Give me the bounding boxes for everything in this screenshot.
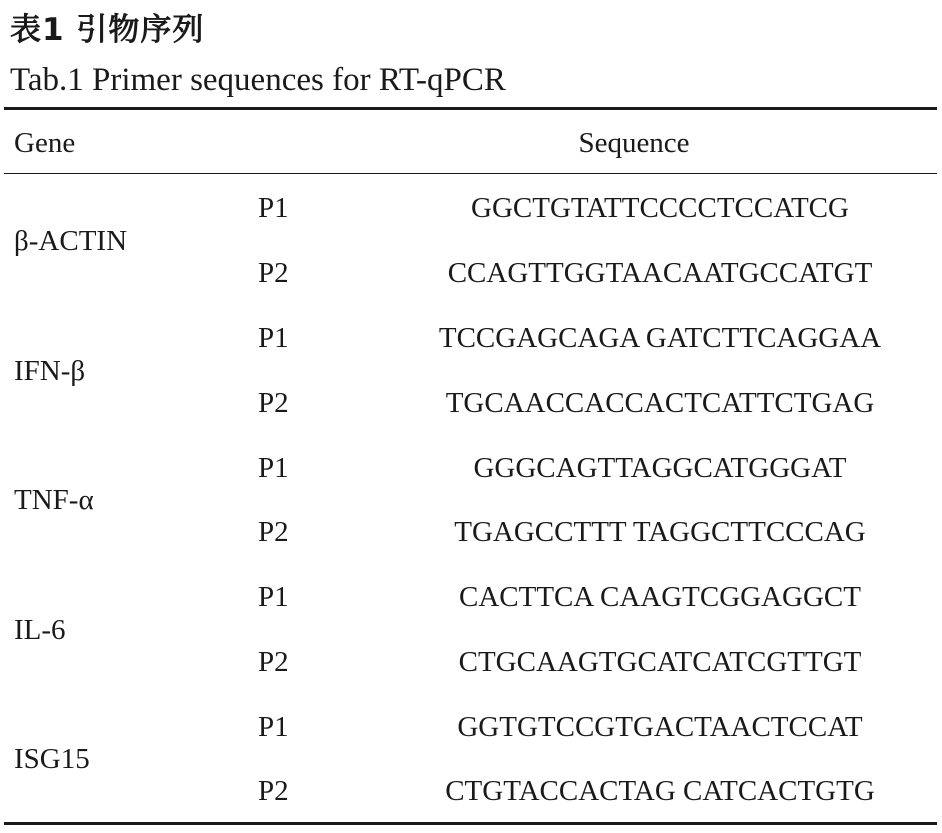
primer-label: P1 — [258, 192, 289, 224]
primer-sequence: TGCAACCACCACTCATTCTGAG — [445, 387, 875, 419]
primer-label: P2 — [258, 775, 289, 807]
table-header-rule — [4, 173, 937, 174]
gene-name: ISG15 — [14, 743, 90, 775]
table-caption-en: Tab.1 Primer sequences for RT-qPCR — [10, 62, 506, 98]
header-gene: Gene — [14, 127, 76, 159]
primer-sequence: TCCGAGCAGA GATCTTCAGGAA — [438, 322, 882, 354]
primer-sequence: CCAGTTGGTAACAATGCCATGT — [447, 257, 873, 289]
primer-label: P2 — [258, 516, 289, 548]
header-sequence: Sequence — [578, 127, 690, 159]
primer-sequence: TGAGCCTTT TAGGCTTCCCAG — [454, 516, 866, 548]
primer-sequence: CTGTACCACTAG CATCACTGTG — [445, 775, 875, 807]
table-top-rule — [4, 107, 937, 110]
primer-sequence: GGGCAGTTAGGCATGGGAT — [473, 452, 847, 484]
primer-label: P1 — [258, 711, 289, 743]
primer-sequence: CACTTCA CAAGTCGGAGGCT — [459, 581, 861, 613]
primer-label: P2 — [258, 257, 289, 289]
gene-name: IL-6 — [14, 614, 66, 646]
gene-name: IFN-β — [14, 355, 86, 387]
primer-label: P2 — [258, 387, 289, 419]
table-bottom-rule — [4, 822, 937, 825]
primer-sequence: GGTGTCCGTGACTAACTCCAT — [457, 711, 863, 743]
primer-label: P2 — [258, 646, 289, 678]
table-caption-cn: 表1 引物序列 — [10, 12, 205, 48]
primer-label: P1 — [258, 581, 289, 613]
gene-name: β-ACTIN — [14, 225, 128, 257]
primer-label: P1 — [258, 322, 289, 354]
primer-sequence: CTGCAAGTGCATCATCGTTGT — [458, 646, 862, 678]
primer-sequence: GGCTGTATTCCCCTCCATCG — [471, 192, 849, 224]
gene-name: TNF-α — [14, 484, 94, 516]
primer-label: P1 — [258, 452, 289, 484]
